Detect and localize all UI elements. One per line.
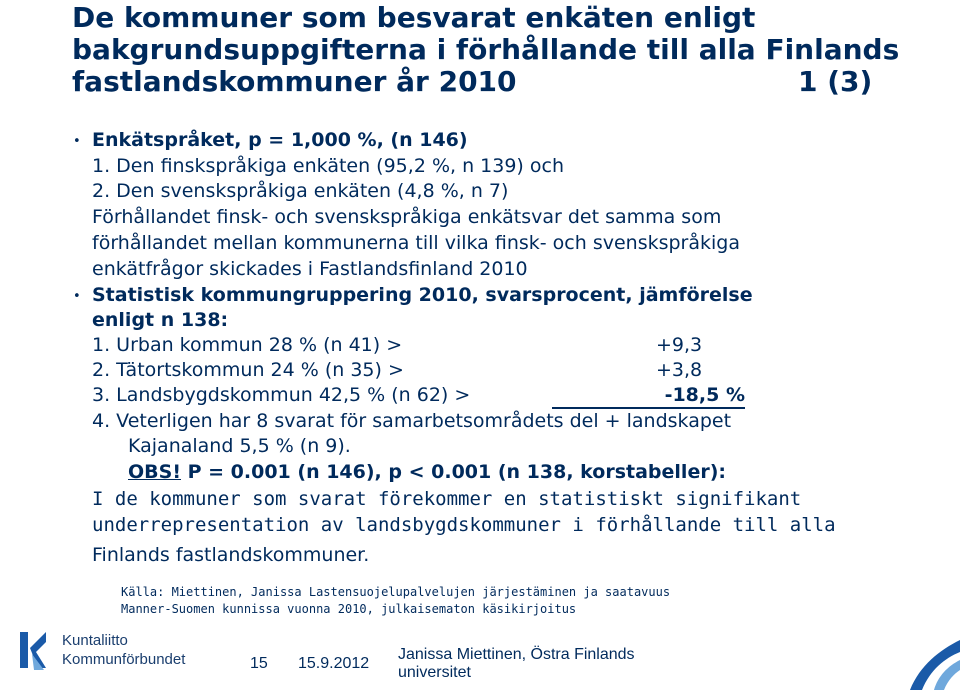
list-item-value: +9,3 bbox=[656, 334, 703, 356]
list-item-value: +3,8 bbox=[656, 359, 703, 381]
slide-page-indicator: 1 (3) bbox=[798, 65, 873, 98]
bullet2-heading2: enligt n 138: bbox=[92, 309, 229, 331]
bullet1-para3: enkätfrågor skickades i Fastlandsfinland 2010 bbox=[92, 258, 528, 280]
slide-title: De kommuner som besvarat enkäten enligt bakgrundsuppgifterna i förhållande till alla Finlands fastlandskommuner år 2010 bbox=[72, 1, 900, 98]
obs-text: P = 0.001 (n 146), p < 0.001 (n 138, korstabeller): bbox=[180, 461, 726, 483]
list-item-label: 3. Landsbygdskommun 42,5 % (n 62) > bbox=[92, 384, 471, 406]
obs-line bbox=[128, 460, 726, 484]
conclusion-line1: I de kommuner som svarat förekommer en statistiskt signifikant bbox=[92, 488, 802, 510]
bullet1-line1: 1. Den finskspråkiga enkäten (95,2 %, n 139) och bbox=[92, 155, 564, 177]
conclusion-line3: Finlands fastlandskommuner. bbox=[92, 544, 370, 566]
list-item-value-underlined: -18,5 % bbox=[552, 383, 745, 409]
logo-icon bbox=[18, 628, 48, 672]
item4-line1: 4. Veterligen har 8 svarat för samarbetsområdets del + landskapet bbox=[92, 410, 732, 432]
author-line2: universitet bbox=[398, 664, 471, 681]
bullet-icon: • bbox=[73, 134, 81, 149]
logo-text-fi: Kuntaliitto bbox=[62, 632, 128, 649]
bullet1-para1: Förhållandet finsk- och svenskspråkiga enkätsvar det samma som bbox=[92, 206, 722, 228]
logo-text-sv: Kommunförbundet bbox=[62, 651, 186, 668]
list-item-label: 2. Tätortskommun 24 % (n 35) > bbox=[92, 359, 404, 381]
page-number: 15 bbox=[250, 655, 268, 672]
obs-label: OBS! bbox=[128, 461, 181, 483]
kuntaliitto-logo bbox=[16, 626, 186, 676]
slide-date: 15.9.2012 bbox=[298, 655, 370, 672]
author-line1: Janissa Miettinen, Östra Finlands bbox=[398, 646, 635, 663]
source-line2: Manner-Suomen kunnissa vuonna 2010, julkaisematon käsikirjoitus bbox=[121, 602, 577, 616]
conclusion-line2: underrepresentation av landsbygdskommuner i förhållande till alla bbox=[92, 514, 836, 536]
item4-line2: Kajanaland 5,5 % (n 9). bbox=[128, 435, 351, 457]
bullet1-heading: Enkätspråket, p = 1,000 %, (n 146) bbox=[92, 129, 468, 151]
bullet1-para2: förhållandet mellan kommunerna till vilka finsk- och svenskspråkiga bbox=[92, 232, 740, 254]
bullet2-heading1: Statistisk kommungruppering 2010, svarsprocent, jämförelse bbox=[92, 284, 753, 306]
source-line1: Källa: Miettinen, Janissa Lastensuojelupalvelujen järjestäminen ja saatavuus bbox=[121, 585, 671, 599]
bullet1-line2: 2. Den svenskspråkiga enkäten (4,8 %, n 7) bbox=[92, 180, 509, 202]
list-item-label: 1. Urban kommun 28 % (n 41) > bbox=[92, 334, 403, 356]
bullet-icon: • bbox=[73, 289, 81, 304]
corner-swirl-icon bbox=[890, 620, 960, 690]
